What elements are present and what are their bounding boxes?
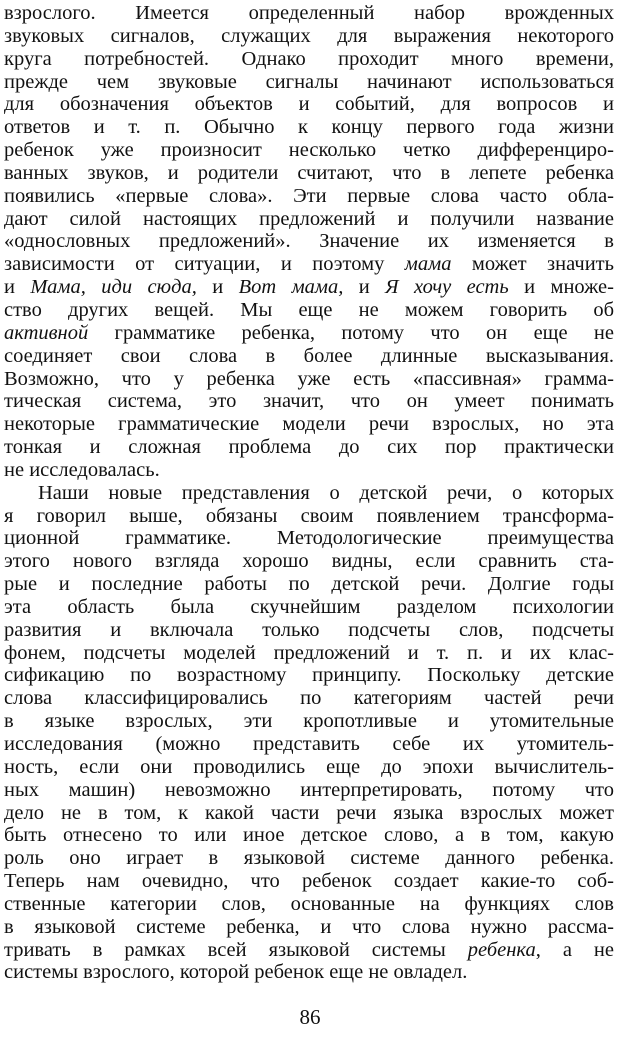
text-line: [4, 208, 614, 231]
text-run: этого нового взгляда хорошо видны, если сравнить ста-: [4, 550, 614, 573]
paragraph: [4, 2, 614, 482]
text-line: [4, 482, 614, 505]
text-line: [4, 322, 614, 345]
text-line: [4, 345, 614, 368]
text-run: в языковой системе ребенка, и что слова нужно рассма-: [4, 915, 614, 938]
text-run: сификацию по возрастному принципу. Поскольку детские: [4, 664, 614, 687]
text-line: [4, 527, 614, 550]
text-line: [4, 390, 614, 413]
text-run: ванных звуков, и родители считают, что в лепете ребенка: [4, 161, 614, 184]
italic-text: активной: [4, 321, 89, 344]
text-run: некоторые грамматические модели речи взрослых, но эта: [4, 413, 614, 436]
text-run: «однословных предложений». Значение их изменяется в: [4, 230, 614, 253]
page-number: 86: [299, 1005, 321, 1029]
text-run: и: [343, 276, 386, 299]
text-run: тонкая и сложная проблема до сих пор практически: [4, 436, 614, 459]
text-run: ственные категории слов, основанные на функциях слов: [4, 892, 614, 915]
text-run: рые и последние работы по детской речи. Долгие годы: [4, 573, 614, 596]
text-run: , а не: [535, 938, 614, 961]
text-run: слова классифицировались по категориям частей речи: [4, 687, 614, 710]
text-line: [4, 573, 614, 596]
italic-text: мама: [404, 253, 452, 276]
paragraph: [4, 482, 614, 985]
text-line: [4, 185, 614, 208]
text-run: ответов и т. п. Обычно к концу первого года жизни: [4, 116, 614, 139]
text-line: [4, 916, 614, 939]
text-line: [4, 93, 614, 116]
italic-text: ребенка: [467, 938, 536, 961]
text-line: [4, 870, 614, 893]
text-run: дают силой настоящих предложений и получили название: [4, 207, 614, 230]
text-run: роль оно играет в языковой системе данного ребенка.: [4, 847, 614, 870]
text-line: [4, 25, 614, 48]
italic-text: Вот мама,: [238, 276, 344, 299]
text-run: Теперь нам очевидно, что ребенок создает какие-то соб-: [4, 870, 614, 893]
text-run: ных машин) невозможно интерпретировать, потому что: [4, 778, 614, 801]
text-line: [4, 116, 614, 139]
text-run: ребенок уже произносит несколько четко дифференциро-: [4, 139, 614, 162]
text-line: [4, 71, 614, 94]
text-run: для обозначения объектов и событий, для вопросов и: [4, 93, 614, 116]
text-run: соединяет свои слова в более длинные высказывания.: [4, 344, 614, 367]
text-run: системы взрослого, которой ребенок еще не овладел.: [4, 961, 468, 984]
body-text: [4, 2, 614, 984]
italic-text: Мама, иди сюда,: [30, 276, 197, 299]
text-run: Наши новые представления о детской речи, о которых: [38, 481, 614, 504]
text-run: появились «первые слова». Эти первые слова часто обла-: [4, 184, 614, 207]
text-line: [4, 139, 614, 162]
text-line: [4, 664, 614, 687]
text-line: [4, 961, 614, 984]
text-run: может значить: [451, 253, 614, 276]
text-line: [4, 2, 614, 25]
text-run: и: [196, 276, 239, 299]
text-line: [4, 413, 614, 436]
text-run: взрослого. Имеется определенный набор врожденных: [4, 2, 614, 24]
text-run: фонем, подсчеты моделей предложений и т. п. и их клас-: [4, 641, 614, 664]
text-line: [4, 779, 614, 802]
text-run: круга потребностей. Однако проходит много времени,: [4, 47, 614, 70]
text-line: [4, 893, 614, 916]
text-line: [4, 619, 614, 642]
text-line: [4, 368, 614, 391]
text-run: прежде чем звуковые сигналы начинают использоваться: [4, 70, 614, 93]
text-line: [4, 642, 614, 665]
text-line: [4, 847, 614, 870]
text-run: эта область была скучнейшим разделом психологии: [4, 595, 614, 618]
text-run: ционной грамматике. Методологические преимущества: [4, 527, 614, 550]
text-run: в языке взрослых, эти кропотливые и утомительные: [4, 710, 614, 733]
text-line: [4, 436, 614, 459]
text-line: [4, 48, 614, 71]
text-line: [4, 710, 614, 733]
text-line: [4, 939, 614, 962]
text-run: не исследовалась.: [4, 458, 160, 481]
text-run: тривать в рамках всей языковой системы: [4, 938, 468, 961]
text-line: [4, 756, 614, 779]
text-line: [4, 733, 614, 756]
text-line: [4, 550, 614, 573]
text-run: ство других вещей. Мы еще не можем говорить об: [4, 298, 614, 321]
text-line: [4, 824, 614, 847]
text-line: [4, 276, 614, 299]
text-run: Возможно, что у ребенка уже есть «пассивная» грамма-: [4, 367, 614, 390]
text-run: звуковых сигналов, служащих для выражения некоторого: [4, 24, 614, 47]
text-line: [4, 687, 614, 710]
text-line: [4, 459, 614, 482]
text-run: развития и включала только подсчеты слов, подсчеты: [4, 618, 614, 641]
text-run: исследования (можно представить себе их утомитель-: [4, 733, 614, 755]
text-line: [4, 253, 614, 276]
text-line: [4, 162, 614, 185]
text-line: [4, 596, 614, 619]
text-run: зависимости от ситуации, и поэтому: [4, 253, 405, 276]
text-run: дело не в том, к какой части речи языка взрослых может: [4, 801, 614, 824]
text-line: [4, 230, 614, 253]
text-run: тическая система, это значит, что он умеет понимать: [4, 390, 614, 413]
text-run: я говорил выше, обязаны своим появлением трансформа-: [4, 504, 614, 527]
text-run: быть отнесено то или иное детское слово, а в том, какую: [4, 824, 614, 847]
text-line: [4, 505, 614, 528]
text-run: и множе-: [508, 276, 614, 299]
text-run: грамматике ребенка, потому что он еще не: [88, 321, 614, 344]
text-line: [4, 299, 614, 322]
text-run: и: [4, 276, 31, 299]
italic-text: Я хочу есть: [385, 276, 509, 299]
text-run: ность, если они проводились еще до эпохи вычислитель-: [4, 755, 614, 778]
text-line: [4, 802, 614, 825]
